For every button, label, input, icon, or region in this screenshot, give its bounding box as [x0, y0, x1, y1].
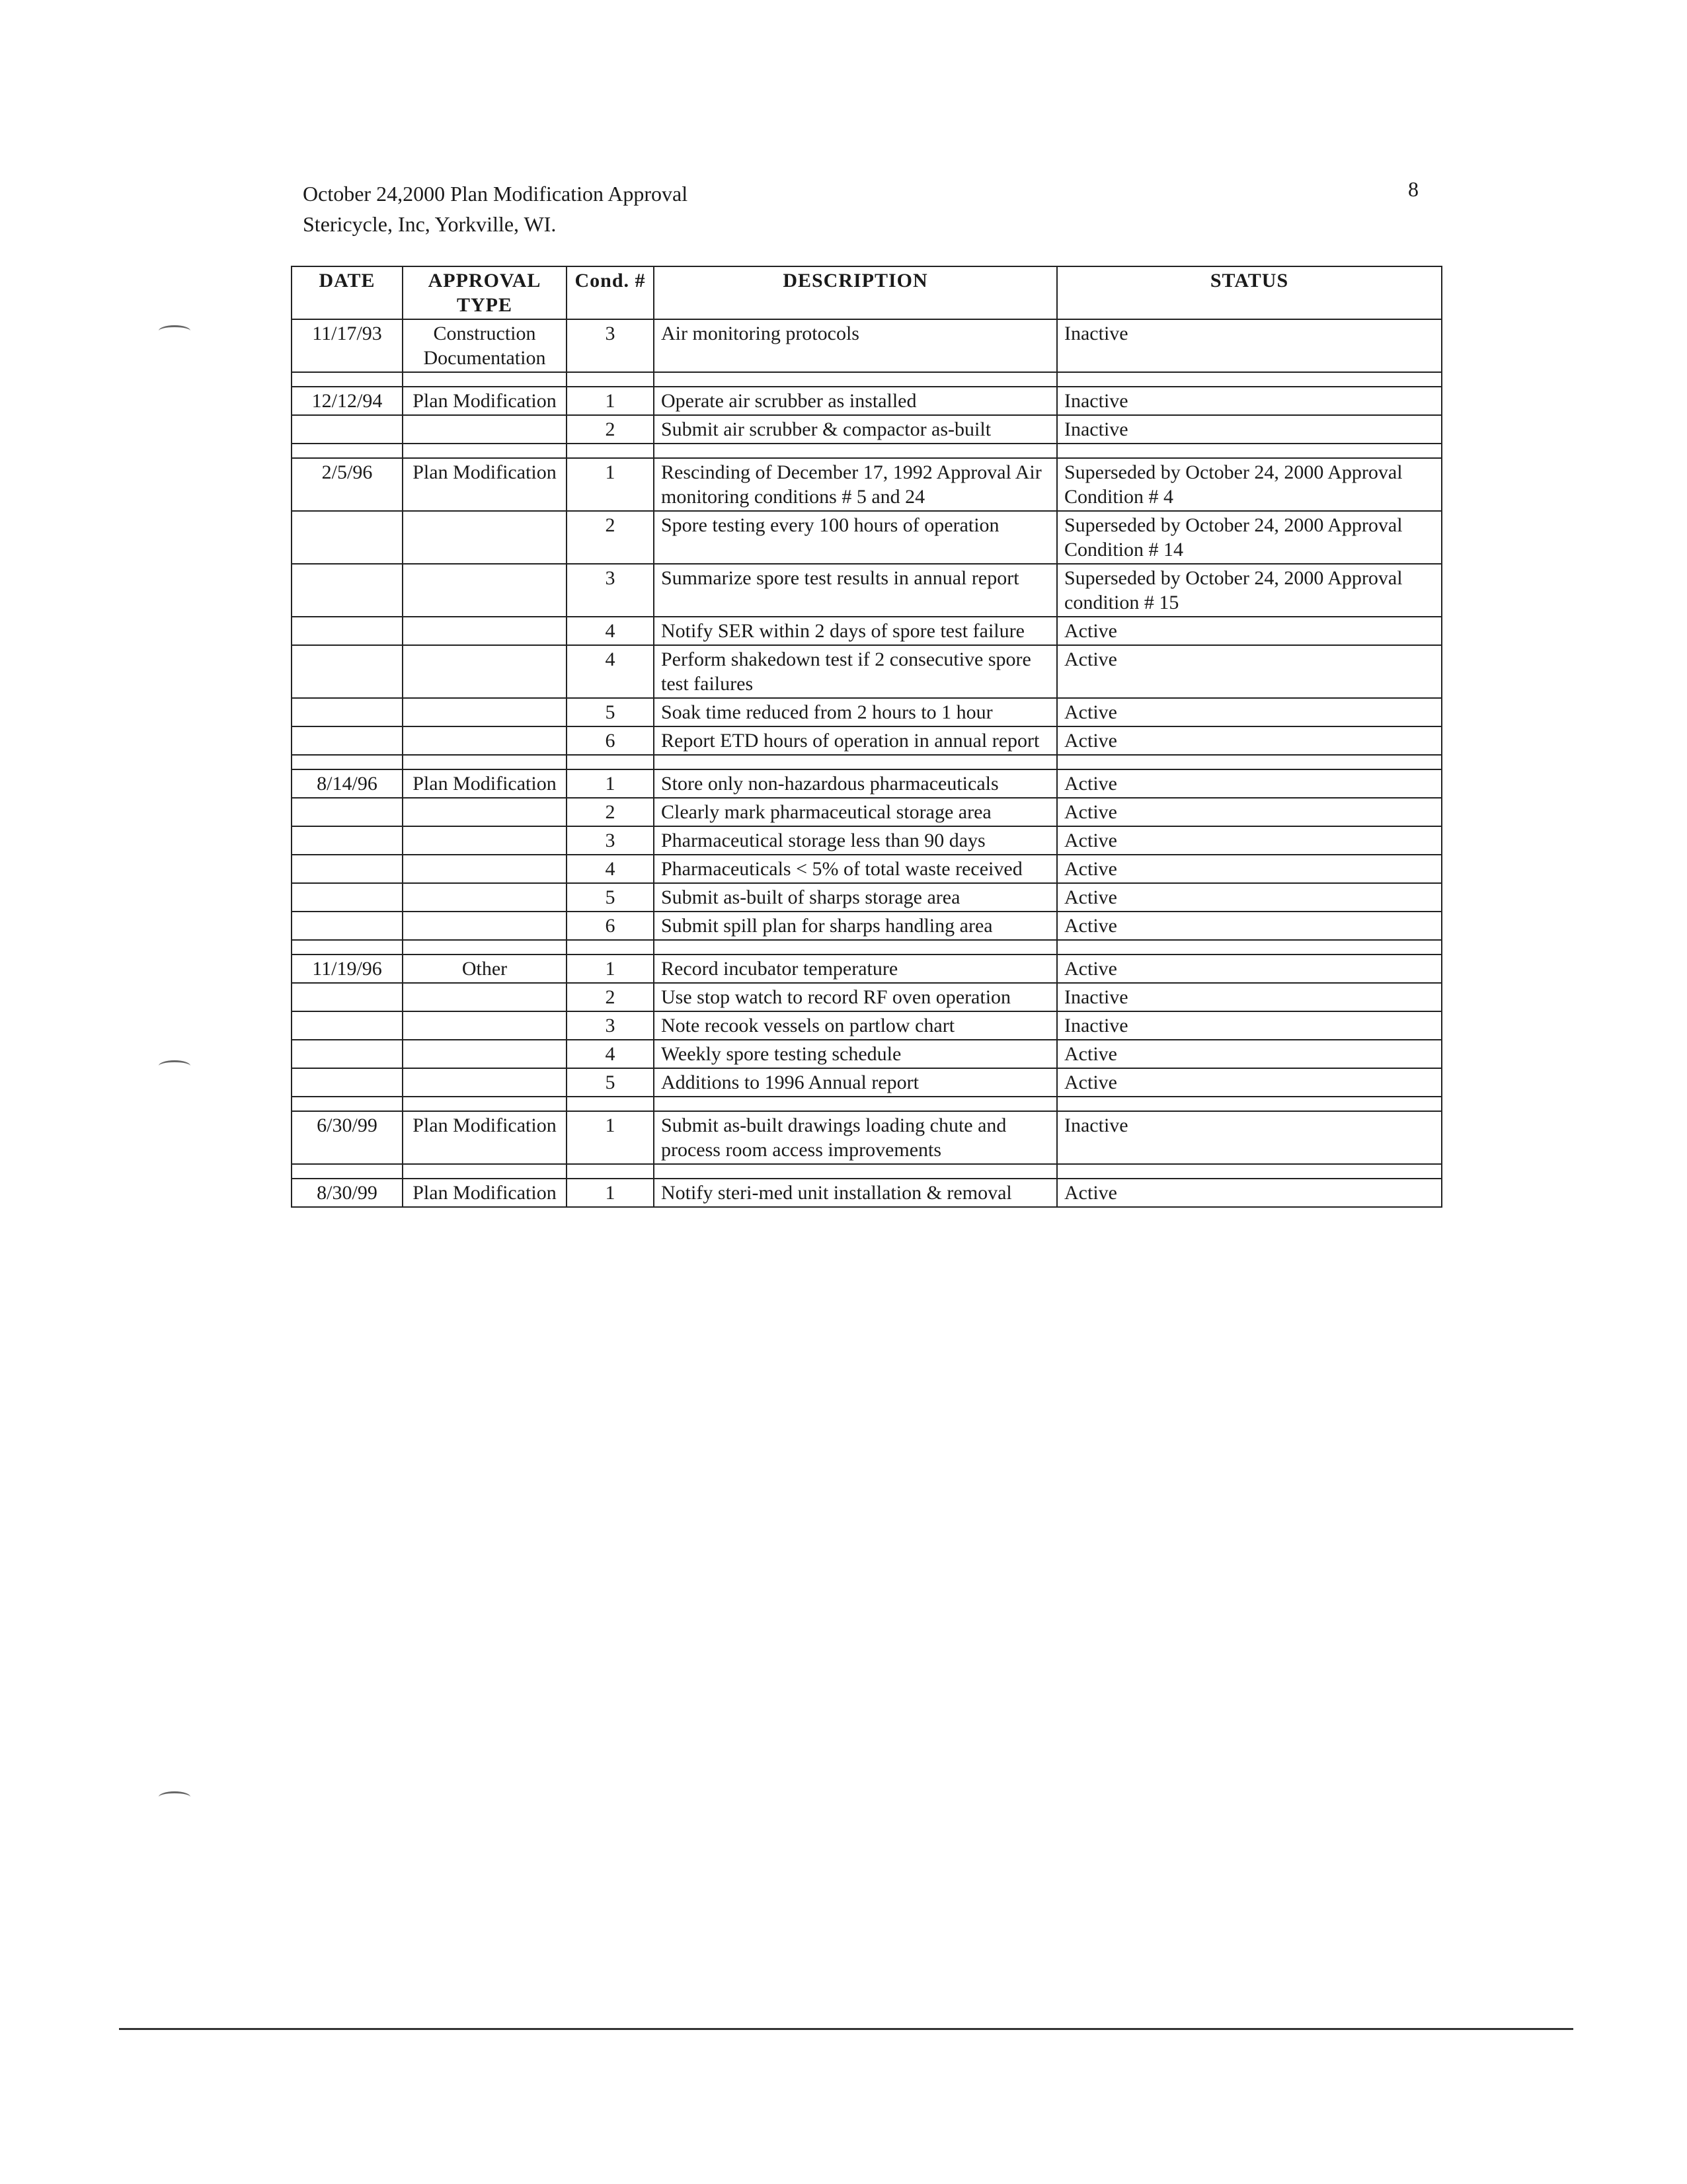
spacer-cell [292, 755, 403, 769]
cell-description: Record incubator temperature [654, 955, 1057, 983]
table-row [292, 564, 1442, 617]
spacer-cell [567, 1097, 654, 1111]
cell-approval-type: Plan Modification [403, 1179, 567, 1207]
cell-approval-type [403, 983, 567, 1011]
cell-approval-type [403, 1040, 567, 1068]
cell-description: Note recook vessels on partlow chart [654, 1011, 1057, 1040]
cell-date [292, 1011, 403, 1040]
cell-cond-number: 1 [567, 1179, 654, 1207]
cell-approval-type: Plan Modification [403, 458, 567, 511]
cell-cond-number: 4 [567, 617, 654, 645]
spacer-cell [567, 372, 654, 387]
cell-date: 12/12/94 [292, 387, 403, 415]
cell-status: Active [1057, 855, 1442, 883]
cell-description: Clearly mark pharmaceutical storage area [654, 798, 1057, 826]
cell-approval-type [403, 1068, 567, 1097]
cell-approval-type [403, 798, 567, 826]
cell-status: Inactive [1057, 1111, 1442, 1164]
cell-description: Spore testing every 100 hours of operation [654, 511, 1057, 564]
spacer-cell [403, 372, 567, 387]
table-spacer-row [292, 755, 1442, 769]
table-body [292, 319, 1442, 1207]
spacer-cell [403, 444, 567, 458]
cell-description: Pharmaceutical storage less than 90 days [654, 826, 1057, 855]
spacer-cell [292, 1164, 403, 1179]
cell-approval-type [403, 726, 567, 755]
table-row [292, 387, 1442, 415]
cell-description: Rescinding of December 17, 1992 Approval Air monitoring conditions # 5 and 24 [654, 458, 1057, 511]
cell-status: Inactive [1057, 319, 1442, 372]
scan-artifact-mark [159, 1791, 190, 1803]
cell-approval-type [403, 645, 567, 698]
cell-cond-number: 4 [567, 1040, 654, 1068]
cell-status: Active [1057, 645, 1442, 698]
table-row [292, 1179, 1442, 1207]
table-spacer-row [292, 1097, 1442, 1111]
cell-description: Notify SER within 2 days of spore test failure [654, 617, 1057, 645]
cell-status: Superseded by October 24, 2000 Approval condition # 15 [1057, 564, 1442, 617]
table-row [292, 458, 1442, 511]
table-row [292, 1011, 1442, 1040]
cell-description: Summarize spore test results in annual report [654, 564, 1057, 617]
cell-description: Perform shakedown test if 2 consecutive spore test failures [654, 645, 1057, 698]
column-header-cond: Cond. # [567, 266, 654, 319]
table-row [292, 1111, 1442, 1164]
header-title: October 24,2000 Plan Modification Approval [303, 182, 688, 206]
spacer-cell [403, 940, 567, 955]
cell-status: Active [1057, 698, 1442, 726]
spacer-cell [292, 940, 403, 955]
cell-approval-type [403, 564, 567, 617]
cell-date [292, 726, 403, 755]
cell-approval-type [403, 826, 567, 855]
cell-cond-number: 1 [567, 955, 654, 983]
cell-status: Superseded by October 24, 2000 Approval Condition # 4 [1057, 458, 1442, 511]
table-row [292, 826, 1442, 855]
table-row [292, 415, 1442, 444]
spacer-cell [1057, 372, 1442, 387]
cell-status: Active [1057, 798, 1442, 826]
table-spacer-row [292, 372, 1442, 387]
spacer-cell [654, 940, 1057, 955]
cell-date [292, 912, 403, 940]
table-row [292, 511, 1442, 564]
spacer-cell [292, 1097, 403, 1111]
cell-approval-type: Other [403, 955, 567, 983]
cell-date [292, 617, 403, 645]
cell-cond-number: 1 [567, 1111, 654, 1164]
cell-cond-number: 6 [567, 726, 654, 755]
spacer-cell [292, 372, 403, 387]
column-header-status: STATUS [1057, 266, 1442, 319]
cell-cond-number: 5 [567, 698, 654, 726]
spacer-cell [1057, 444, 1442, 458]
cell-status: Superseded by October 24, 2000 Approval Condition # 14 [1057, 511, 1442, 564]
scan-artifact-mark [159, 325, 190, 336]
column-header-approval-type: APPROVAL TYPE [403, 266, 567, 319]
cell-approval-type [403, 883, 567, 912]
table-row [292, 769, 1442, 798]
table-row [292, 726, 1442, 755]
cell-description: Store only non-hazardous pharmaceuticals [654, 769, 1057, 798]
cell-cond-number: 2 [567, 983, 654, 1011]
footer-rule [119, 2028, 1573, 2030]
cell-date [292, 798, 403, 826]
cell-cond-number: 3 [567, 826, 654, 855]
document-header [303, 178, 687, 239]
cell-cond-number: 4 [567, 855, 654, 883]
cell-cond-number: 6 [567, 912, 654, 940]
spacer-cell [654, 1097, 1057, 1111]
cell-approval-type [403, 617, 567, 645]
cell-approval-type: Plan Modification [403, 769, 567, 798]
spacer-cell [567, 444, 654, 458]
page-number: 8 [1408, 177, 1419, 201]
cell-date [292, 564, 403, 617]
header-facility: Stericycle, Inc, Yorkville, WI. [303, 212, 557, 236]
cell-cond-number: 4 [567, 645, 654, 698]
cell-cond-number: 2 [567, 511, 654, 564]
cell-description: Submit air scrubber & compactor as-built [654, 415, 1057, 444]
table-spacer-row [292, 1164, 1442, 1179]
cell-status: Inactive [1057, 387, 1442, 415]
cell-status: Active [1057, 726, 1442, 755]
cell-approval-type [403, 511, 567, 564]
cell-description: Report ETD hours of operation in annual report [654, 726, 1057, 755]
cell-date [292, 1068, 403, 1097]
spacer-cell [1057, 755, 1442, 769]
cell-status: Active [1057, 1179, 1442, 1207]
cell-status: Active [1057, 826, 1442, 855]
cell-cond-number: 1 [567, 769, 654, 798]
cell-description: Additions to 1996 Annual report [654, 1068, 1057, 1097]
cell-cond-number: 3 [567, 1011, 654, 1040]
table-row [292, 983, 1442, 1011]
cell-description: Soak time reduced from 2 hours to 1 hour [654, 698, 1057, 726]
scan-artifact-mark [159, 1060, 190, 1072]
spacer-cell [567, 940, 654, 955]
cell-approval-type [403, 855, 567, 883]
cell-description: Use stop watch to record RF oven operation [654, 983, 1057, 1011]
table-row [292, 955, 1442, 983]
cell-date [292, 883, 403, 912]
spacer-cell [403, 1164, 567, 1179]
cell-date: 11/17/93 [292, 319, 403, 372]
table-row [292, 883, 1442, 912]
table-row [292, 912, 1442, 940]
cell-status: Active [1057, 912, 1442, 940]
cell-status: Inactive [1057, 415, 1442, 444]
table-header-row [292, 266, 1442, 319]
cell-date: 8/30/99 [292, 1179, 403, 1207]
cell-description: Submit spill plan for sharps handling area [654, 912, 1057, 940]
cell-approval-type: Plan Modification [403, 387, 567, 415]
cell-cond-number: 1 [567, 387, 654, 415]
cell-approval-type: Construction Documentation [403, 319, 567, 372]
cell-cond-number: 2 [567, 798, 654, 826]
spacer-cell [654, 444, 1057, 458]
cell-date [292, 855, 403, 883]
table-row [292, 1068, 1442, 1097]
cell-cond-number: 1 [567, 458, 654, 511]
spacer-cell [403, 755, 567, 769]
cell-status: Active [1057, 769, 1442, 798]
column-header-date: DATE [292, 266, 403, 319]
cell-description: Air monitoring protocols [654, 319, 1057, 372]
spacer-cell [654, 372, 1057, 387]
cell-description: Submit as-built drawings loading chute and process room access improvements [654, 1111, 1057, 1164]
cell-approval-type [403, 698, 567, 726]
approvals-table [291, 266, 1442, 1208]
table-row [292, 698, 1442, 726]
table-spacer-row [292, 940, 1442, 955]
spacer-cell [567, 1164, 654, 1179]
cell-cond-number: 5 [567, 883, 654, 912]
cell-status: Active [1057, 883, 1442, 912]
cell-date: 2/5/96 [292, 458, 403, 511]
spacer-cell [292, 444, 403, 458]
table-row [292, 855, 1442, 883]
spacer-cell [567, 755, 654, 769]
cell-approval-type [403, 415, 567, 444]
cell-approval-type [403, 912, 567, 940]
spacer-cell [654, 755, 1057, 769]
cell-description: Operate air scrubber as installed [654, 387, 1057, 415]
cell-date: 8/14/96 [292, 769, 403, 798]
table-row [292, 617, 1442, 645]
cell-date [292, 511, 403, 564]
cell-description: Notify steri-med unit installation & removal [654, 1179, 1057, 1207]
cell-date [292, 1040, 403, 1068]
cell-cond-number: 2 [567, 415, 654, 444]
table-row [292, 645, 1442, 698]
cell-approval-type: Plan Modification [403, 1111, 567, 1164]
cell-date [292, 698, 403, 726]
cell-description: Weekly spore testing schedule [654, 1040, 1057, 1068]
cell-date [292, 983, 403, 1011]
table-row [292, 798, 1442, 826]
cell-cond-number: 5 [567, 1068, 654, 1097]
cell-description: Submit as-built of sharps storage area [654, 883, 1057, 912]
spacer-cell [1057, 940, 1442, 955]
cell-approval-type [403, 1011, 567, 1040]
cell-status: Inactive [1057, 1011, 1442, 1040]
cell-status: Active [1057, 1040, 1442, 1068]
spacer-cell [654, 1164, 1057, 1179]
column-header-description: DESCRIPTION [654, 266, 1057, 319]
cell-date: 6/30/99 [292, 1111, 403, 1164]
cell-date [292, 826, 403, 855]
table-row [292, 1040, 1442, 1068]
table-spacer-row [292, 444, 1442, 458]
cell-cond-number: 3 [567, 319, 654, 372]
cell-status: Active [1057, 955, 1442, 983]
spacer-cell [403, 1097, 567, 1111]
cell-date: 11/19/96 [292, 955, 403, 983]
spacer-cell [1057, 1164, 1442, 1179]
spacer-cell [1057, 1097, 1442, 1111]
table-row [292, 319, 1442, 372]
cell-description: Pharmaceuticals < 5% of total waste received [654, 855, 1057, 883]
cell-status: Active [1057, 1068, 1442, 1097]
cell-status: Inactive [1057, 983, 1442, 1011]
cell-date [292, 645, 403, 698]
cell-status: Active [1057, 617, 1442, 645]
cell-date [292, 415, 403, 444]
cell-cond-number: 3 [567, 564, 654, 617]
